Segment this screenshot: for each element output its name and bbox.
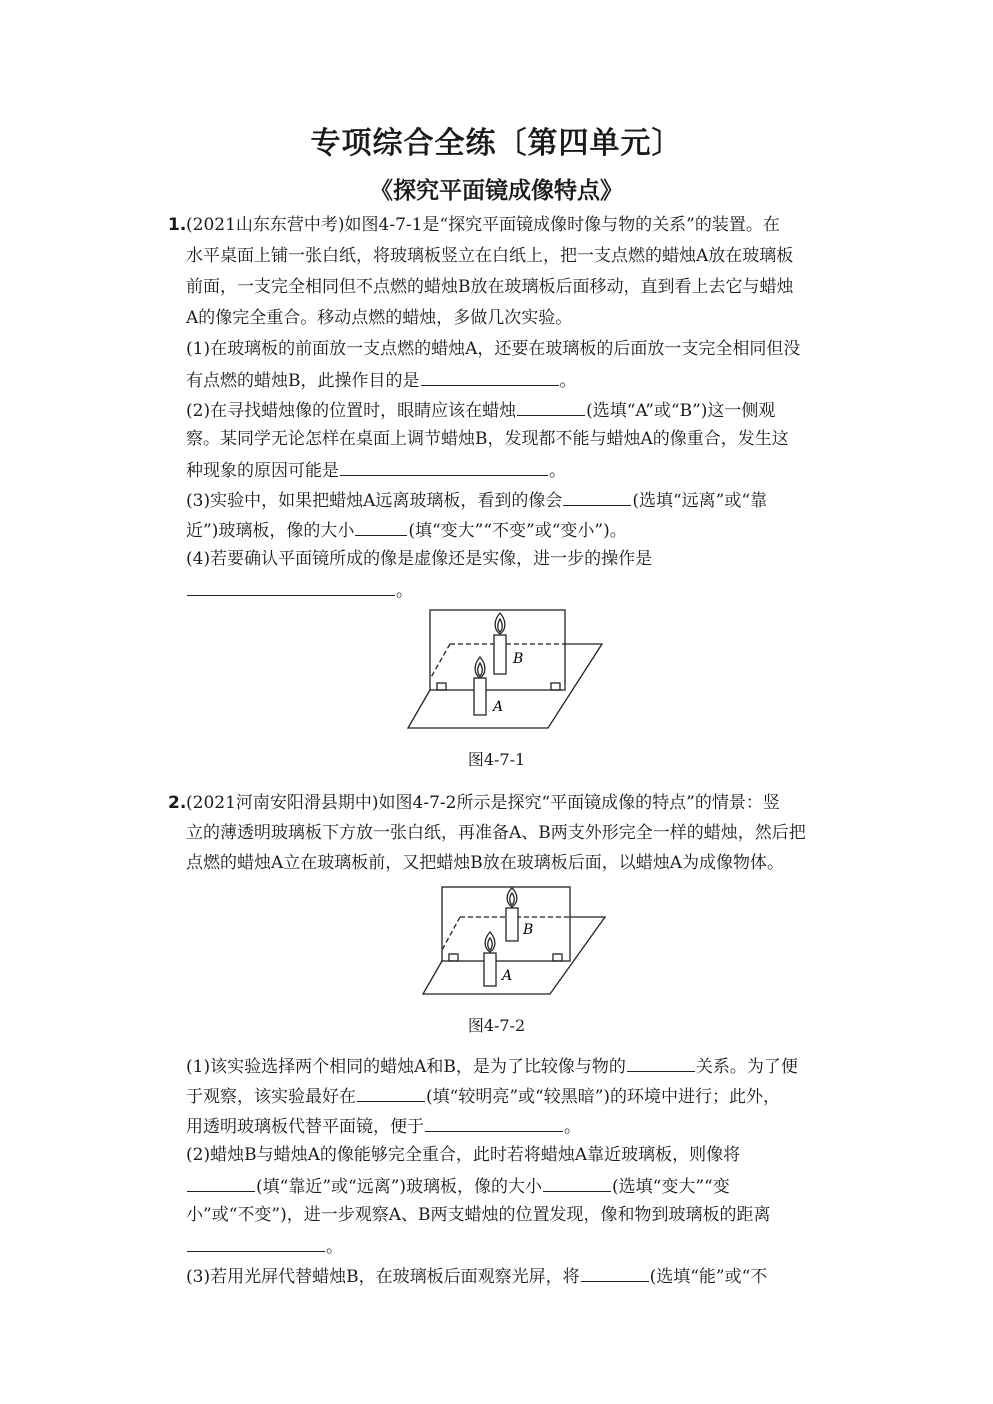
answer-blank[interactable] <box>187 1234 325 1252</box>
q2-part1-line-1: (1)该实验选择两个相同的蜡烛A和B，是为了比较像与物的 关系。为了便 <box>186 1054 798 1078</box>
q2-part3-line-1: (3)若用光屏代替蜡烛B，在玻璃板后面观察光屏，将 (选填“能”或“不 <box>186 1264 767 1288</box>
q1-part3-line-1: (3)实验中，如果把蜡烛A远离玻璃板，看到的像会 (选填“远离”或“靠 <box>186 488 767 512</box>
answer-blank[interactable] <box>187 578 395 596</box>
q2-part2-line-2: (填“靠近”或“远离”)玻璃板，像的大小 (选填“变大”“变 <box>186 1174 730 1198</box>
answer-blank[interactable] <box>563 488 631 506</box>
q1-line-3: 前面，一支完全相同但不点燃的蜡烛B放在玻璃板后面移动，直到看上去它与蜡烛 <box>186 277 794 297</box>
q2-line-1: (2021河南安阳滑县期中)如图4-7-2所示是探究“平面镜成像的特点”的情景：竖 <box>186 793 780 813</box>
q2-part2-line-1: (2)蜡烛B与蜡烛A的像能够完全重合，此时若将蜡烛A靠近玻璃板，则像将 <box>186 1145 741 1165</box>
page-title: 专项综合全练〔第四单元〕 <box>310 126 683 161</box>
answer-blank[interactable] <box>421 368 559 386</box>
q1-part2-line-3: 种现象的原因可能是 。 <box>186 458 566 482</box>
q2-part2-line-3: 小”或“不变”)，进一步观察A、B两支蜡烛的位置发现，像和物到玻璃板的距离 <box>186 1205 771 1225</box>
q1-part2-line-1: (2)在寻找蜡烛像的位置时，眼睛应该在蜡烛 (选填“A”或“B”)这一侧观 <box>186 398 775 422</box>
answer-blank[interactable] <box>627 1054 695 1072</box>
question-1-number: 1. <box>168 215 187 235</box>
label-a: A <box>502 968 513 984</box>
candle-b <box>494 635 506 674</box>
question-2-number: 2. <box>168 793 187 813</box>
candle-a <box>474 678 486 715</box>
q2-part1-line-2: 于观察，该实验最好在 (填“较明亮”或“较黑暗”)的环境中进行；此外， <box>186 1084 780 1108</box>
candle-b <box>506 908 518 941</box>
q1-part1-line-1: (1)在玻璃板的前面放一支点燃的蜡烛A，还要在玻璃板的后面放一支完全相同但没 <box>186 339 801 359</box>
q1-part3-line-2: 近”)玻璃板，像的大小 (填“变大”“不变”或“变小”)。 <box>186 518 627 542</box>
answer-blank[interactable] <box>425 1114 563 1132</box>
q1-line-4: A的像完全重合。移动点燃的蜡烛，多做几次实验。 <box>186 308 573 328</box>
figure-caption-4-7-1: 图4-7-1 <box>467 750 526 769</box>
label-b: B <box>513 651 524 667</box>
q1-part1-line-2: 有点燃的蜡烛B，此操作目的是 。 <box>186 368 577 392</box>
answer-blank[interactable] <box>340 458 548 476</box>
figure-caption-4-7-2: 图4-7-2 <box>467 1016 526 1035</box>
answer-blank[interactable] <box>355 518 407 536</box>
page-subtitle: 《探究平面镜成像特点》 <box>370 178 623 204</box>
label-a: A <box>493 699 504 715</box>
label-b: B <box>523 922 534 938</box>
q2-line-2: 立的薄透明玻璃板下方放一张白纸，再准备A、B两支外形完全一样的蜡烛，然后把 <box>186 823 806 843</box>
figure-4-7-1 <box>405 605 605 735</box>
q2-part1-line-3: 用透明玻璃板代替平面镜，便于 。 <box>186 1114 581 1138</box>
figure-4-7-2 <box>420 884 610 999</box>
answer-blank[interactable] <box>357 1084 425 1102</box>
q1-part2-line-2: 察。某同学无论怎样在桌面上调节蜡烛B，发现都不能与蜡烛A的像重合，发生这 <box>186 429 789 449</box>
candle-a <box>484 953 496 986</box>
q2-part2-line-4: 。 <box>186 1234 343 1258</box>
q1-part4-line-2: 。 <box>186 578 413 602</box>
q1-line-2: 水平桌面上铺一张白纸，将玻璃板竖立在白纸上，把一支点燃的蜡烛A放在玻璃板 <box>186 246 794 266</box>
answer-blank[interactable] <box>581 1264 649 1282</box>
answer-blank[interactable] <box>517 398 585 416</box>
q2-line-3: 点燃的蜡烛A立在玻璃板前，又把蜡烛B放在玻璃板后面，以蜡烛A为成像物体。 <box>186 853 785 873</box>
answer-blank[interactable] <box>187 1174 255 1192</box>
q1-part4-line-1: (4)若要确认平面镜所成的像是虚像还是实像，进一步的操作是 <box>186 549 653 569</box>
answer-blank[interactable] <box>543 1174 611 1192</box>
q1-line-1: (2021山东东营中考)如图4-7-1是“探究平面镜成像时像与物的关系”的装置。在 <box>186 215 780 235</box>
